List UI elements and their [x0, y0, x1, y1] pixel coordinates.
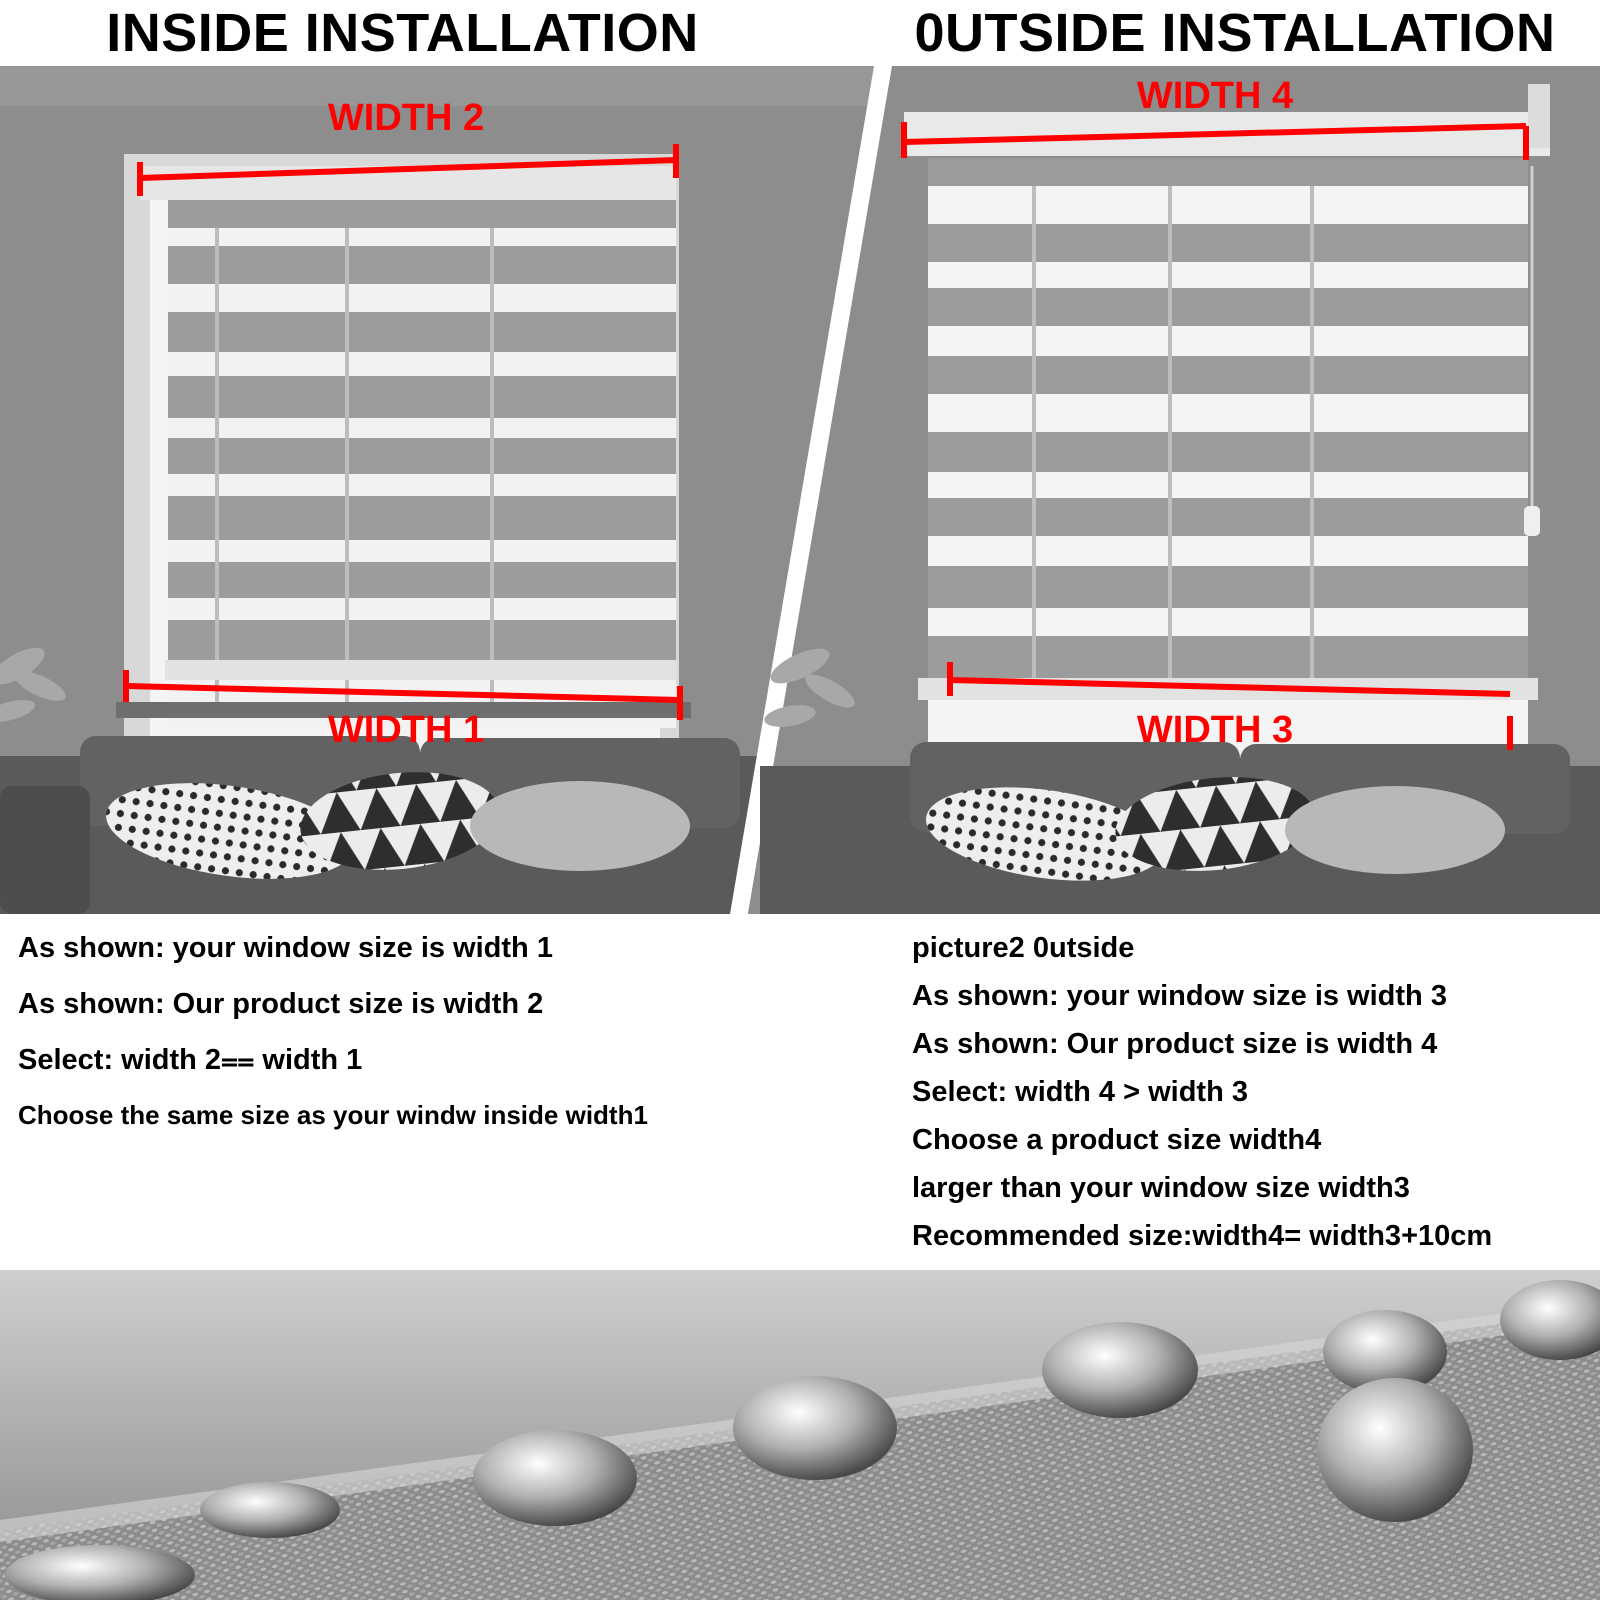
- inside-note: Select: width 2⩵ width 1: [18, 1044, 363, 1076]
- outside-panel: [748, 66, 1600, 914]
- inside-installation-heading: INSIDE INSTALLATION: [106, 3, 699, 63]
- outside-note: As shown: your window size is width 3: [912, 980, 1447, 1012]
- inside-panel: [0, 66, 878, 914]
- outside-note: Recommended size:width4= width3+10cm: [912, 1220, 1493, 1252]
- outside-note: larger than your window size width3: [912, 1172, 1410, 1204]
- width-4-label: WIDTH 4: [1136, 75, 1294, 117]
- outside-note: As shown: Our product size is width 4: [912, 1028, 1438, 1060]
- outside-installation-heading: 0UTSIDE INSTALLATION: [914, 3, 1556, 63]
- outside-note: Choose a product size width4: [912, 1124, 1322, 1156]
- waterproof-fabric-image: [0, 1270, 1600, 1600]
- installation-photos: [0, 66, 1600, 914]
- inside-note: Choose the same size as your windw inside width1: [18, 1100, 648, 1130]
- inside-sofa: [0, 736, 760, 914]
- width-1-label: WIDTH 1: [327, 709, 485, 751]
- inside-note: As shown: Our product size is width 2: [18, 988, 544, 1020]
- width-3-label: WIDTH 3: [1136, 709, 1294, 751]
- outside-note: Select: width 4 > width 3: [912, 1076, 1248, 1108]
- outside-sofa: [760, 742, 1600, 914]
- inside-note: As shown: your window size is width 1: [18, 932, 553, 964]
- width-2-label: WIDTH 2: [327, 97, 485, 139]
- outside-note: picture2 0utside: [912, 932, 1135, 964]
